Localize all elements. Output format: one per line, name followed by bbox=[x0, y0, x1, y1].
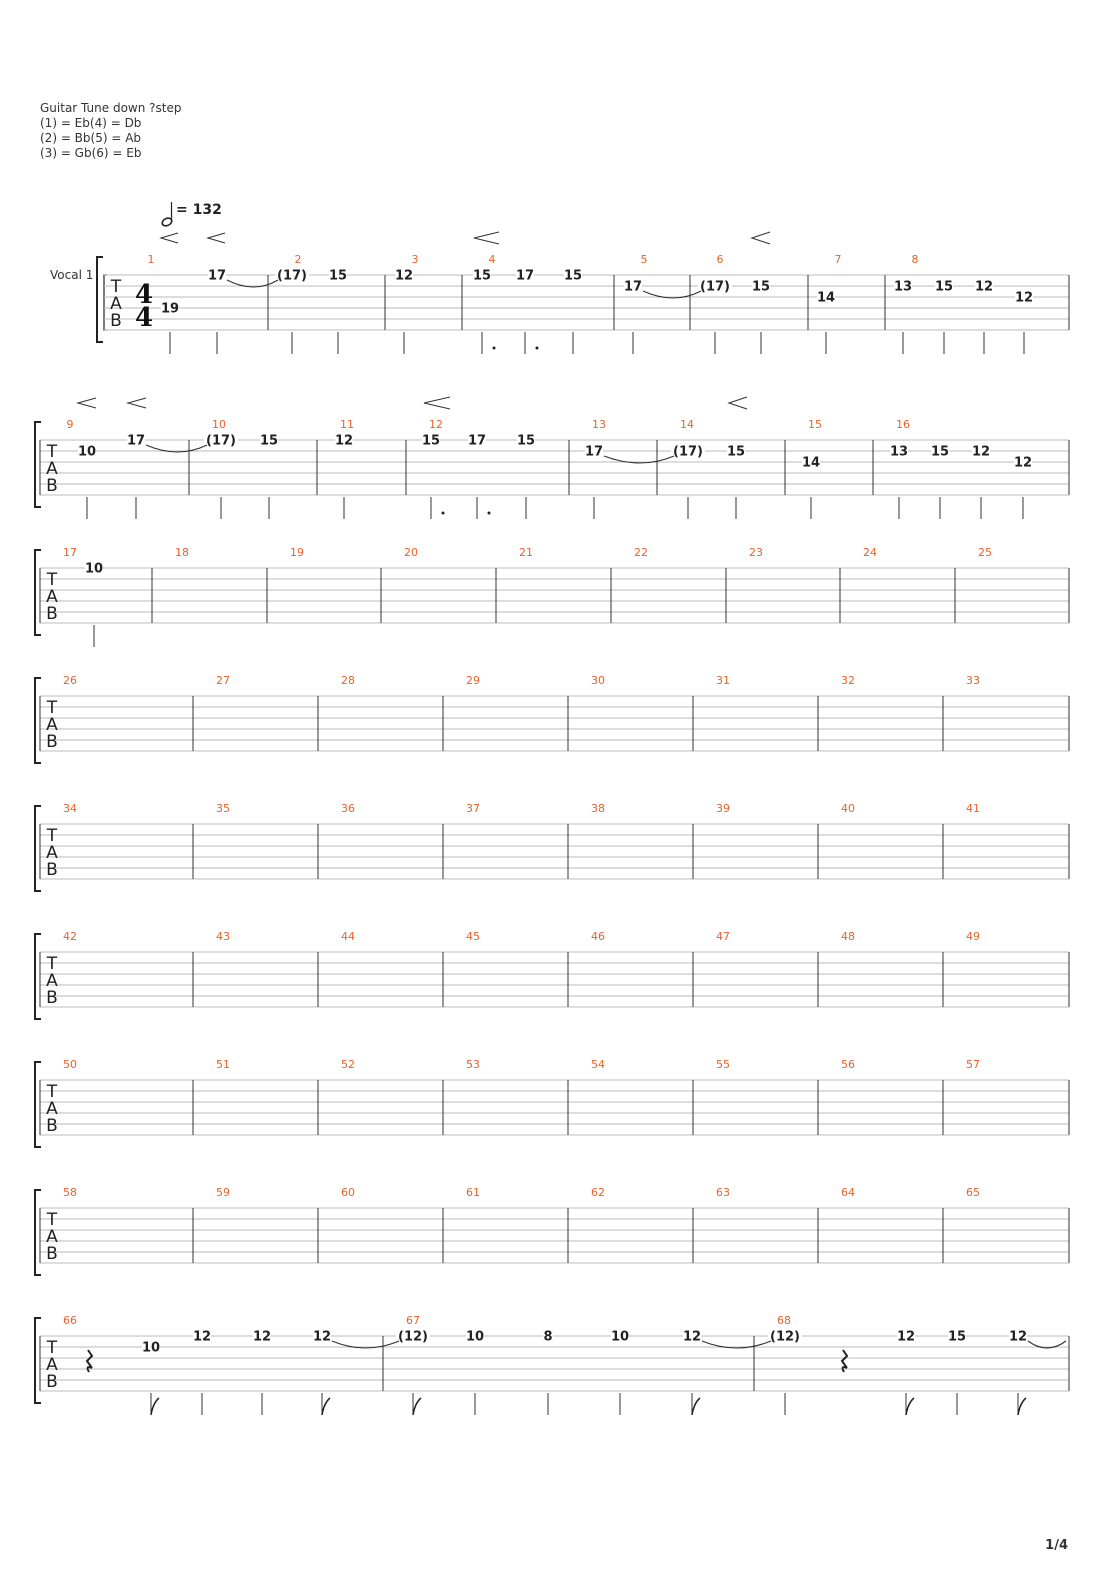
fret-number: 12 bbox=[394, 268, 414, 284]
measure-number: 49 bbox=[966, 930, 980, 943]
measure-number: 65 bbox=[966, 1186, 980, 1199]
staff-system bbox=[35, 418, 1069, 519]
tab-clef-letter: T bbox=[46, 698, 58, 718]
measure-number: 13 bbox=[592, 418, 606, 431]
measure-number: 63 bbox=[716, 1186, 730, 1199]
measure-number: 45 bbox=[466, 930, 480, 943]
measure-number: 60 bbox=[341, 1186, 355, 1199]
fret-number: 17 bbox=[584, 444, 604, 460]
measure-number: 21 bbox=[519, 546, 533, 559]
measure-number: 3 bbox=[411, 253, 419, 266]
measure-number: 14 bbox=[680, 418, 694, 431]
tab-clef-letter: T bbox=[46, 570, 58, 590]
measure-number: 57 bbox=[966, 1058, 980, 1071]
measure-number: 28 bbox=[341, 674, 355, 687]
measure-number: 22 bbox=[634, 546, 648, 559]
fret-number: 13 bbox=[893, 279, 913, 295]
fret-number: (17) bbox=[277, 268, 307, 284]
fret-number: 12 bbox=[1008, 1329, 1028, 1345]
fret-number: 12 bbox=[334, 433, 354, 449]
tab-clef-letter: T bbox=[46, 1082, 58, 1102]
tab-clef-letter: A bbox=[46, 843, 58, 863]
measure-number: 68 bbox=[777, 1314, 791, 1327]
measure-number: 42 bbox=[63, 930, 77, 943]
staff-system bbox=[35, 1186, 1069, 1275]
measure-number: 25 bbox=[978, 546, 992, 559]
tempo-marking bbox=[161, 202, 222, 227]
fret-number: 13 bbox=[889, 444, 909, 460]
measure-number: 48 bbox=[841, 930, 855, 943]
page-number: 1/4 bbox=[1045, 1538, 1068, 1553]
measure-number: 53 bbox=[466, 1058, 480, 1071]
measure-number: 39 bbox=[716, 802, 730, 815]
fret-number: 17 bbox=[467, 433, 487, 449]
measure-number: 6 bbox=[716, 253, 724, 266]
fret-number: (17) bbox=[206, 433, 236, 449]
measure-number: 55 bbox=[716, 1058, 730, 1071]
fret-number: 15 bbox=[563, 268, 583, 284]
eighth-flag bbox=[906, 1398, 914, 1415]
staff-system bbox=[35, 546, 1069, 647]
fret-number: 15 bbox=[421, 433, 441, 449]
fret-number: 12 bbox=[192, 1329, 212, 1345]
fret-number: 12 bbox=[971, 444, 991, 460]
measure-number: 16 bbox=[896, 418, 910, 431]
tab-clef-letter: B bbox=[46, 732, 58, 752]
measure-number: 8 bbox=[911, 253, 919, 266]
tab-clef-letter: T bbox=[46, 826, 58, 846]
fret-number: 15 bbox=[472, 268, 492, 284]
fret-number: 15 bbox=[751, 279, 771, 295]
fret-number: (12) bbox=[770, 1329, 800, 1345]
measure-number: 38 bbox=[591, 802, 605, 815]
measure-number: 15 bbox=[808, 418, 822, 431]
measure-number: 58 bbox=[63, 1186, 77, 1199]
measure-number: 29 bbox=[466, 674, 480, 687]
staccato-dot bbox=[488, 512, 491, 515]
eighth-flag bbox=[692, 1398, 700, 1415]
measure-number: 52 bbox=[341, 1058, 355, 1071]
measure-number: 5 bbox=[640, 253, 648, 266]
measure-number: 26 bbox=[63, 674, 77, 687]
track-bracket bbox=[104, 275, 107, 330]
measure-number: 24 bbox=[863, 546, 877, 559]
measure-number: 62 bbox=[591, 1186, 605, 1199]
measure-number: 30 bbox=[591, 674, 605, 687]
fret-number: 10 bbox=[141, 1340, 161, 1356]
fret-number: (17) bbox=[700, 279, 730, 295]
measure-number: 35 bbox=[216, 802, 230, 815]
measure-number: 12 bbox=[429, 418, 443, 431]
eighth-flag bbox=[151, 1398, 159, 1415]
fret-number: 10 bbox=[610, 1329, 630, 1345]
tab-clef-letter: T bbox=[46, 442, 58, 462]
measure-number: 32 bbox=[841, 674, 855, 687]
tab-clef-letter: A bbox=[46, 1227, 58, 1247]
fret-number: 15 bbox=[259, 433, 279, 449]
fret-number: 17 bbox=[515, 268, 535, 284]
fret-number: 12 bbox=[682, 1329, 702, 1345]
measure-number: 61 bbox=[466, 1186, 480, 1199]
eighth-flag bbox=[413, 1398, 421, 1415]
fret-number: 14 bbox=[801, 455, 821, 471]
time-signature-top: 4 bbox=[134, 280, 154, 310]
tab-clef-letter: A bbox=[46, 587, 58, 607]
measure-number: 19 bbox=[290, 546, 304, 559]
measure-number: 43 bbox=[216, 930, 230, 943]
staff-system bbox=[35, 1314, 1069, 1415]
tab-clef-letter: A bbox=[110, 294, 122, 314]
measure-number: 64 bbox=[841, 1186, 855, 1199]
fret-number: 8 bbox=[543, 1329, 553, 1345]
measure-number: 20 bbox=[404, 546, 418, 559]
eighth-flag bbox=[322, 1398, 330, 1415]
fret-number: 12 bbox=[1014, 290, 1034, 306]
fret-number: 10 bbox=[465, 1329, 485, 1345]
fret-number: 15 bbox=[516, 433, 536, 449]
staccato-dot bbox=[493, 347, 496, 350]
fret-number: 17 bbox=[623, 279, 643, 295]
fret-number: 12 bbox=[312, 1329, 332, 1345]
measure-number: 67 bbox=[406, 1314, 420, 1327]
fret-number: 19 bbox=[160, 301, 180, 317]
tab-clef-letter: T bbox=[110, 277, 122, 297]
time-signature-bottom: 4 bbox=[134, 303, 154, 333]
measure-number: 17 bbox=[63, 546, 77, 559]
fret-number: 17 bbox=[126, 433, 146, 449]
tab-clef-letter: B bbox=[46, 860, 58, 880]
fret-number: (12) bbox=[398, 1329, 428, 1345]
fret-number: 15 bbox=[726, 444, 746, 460]
measure-number: 33 bbox=[966, 674, 980, 687]
staff-system bbox=[97, 253, 1069, 354]
measure-number: 27 bbox=[216, 674, 230, 687]
track-name: Vocal 1 bbox=[50, 268, 94, 282]
measure-number: 37 bbox=[466, 802, 480, 815]
measure-number: 4 bbox=[488, 253, 496, 266]
measure-number: 7 bbox=[834, 253, 842, 266]
fret-number: 12 bbox=[252, 1329, 272, 1345]
tab-clef-letter: B bbox=[110, 311, 122, 331]
measure-number: 59 bbox=[216, 1186, 230, 1199]
measure-number: 9 bbox=[66, 418, 74, 431]
tuning-line: (1) = Eb(4) = Db bbox=[40, 116, 142, 130]
measure-number: 2 bbox=[294, 253, 302, 266]
fret-number: 17 bbox=[207, 268, 227, 284]
fret-number: 15 bbox=[930, 444, 950, 460]
tab-clef-letter: B bbox=[46, 988, 58, 1008]
staff-system bbox=[35, 802, 1069, 891]
fret-number: 15 bbox=[934, 279, 954, 295]
measure-number: 41 bbox=[966, 802, 980, 815]
measure-number: 31 bbox=[716, 674, 730, 687]
measure-number: 10 bbox=[212, 418, 226, 431]
fret-number: 14 bbox=[816, 290, 836, 306]
measure-number: 54 bbox=[591, 1058, 605, 1071]
fret-number: 10 bbox=[77, 444, 97, 460]
tempo-text: = 132 bbox=[176, 202, 222, 218]
measure-number: 11 bbox=[340, 418, 354, 431]
tuning-line: (3) = Gb(6) = Eb bbox=[40, 146, 142, 160]
measure-number: 36 bbox=[341, 802, 355, 815]
fret-number: 12 bbox=[974, 279, 994, 295]
fret-number: 15 bbox=[947, 1329, 967, 1345]
tab-clef-letter: B bbox=[46, 1116, 58, 1136]
fret-number: 15 bbox=[328, 268, 348, 284]
tab-clef-letter: T bbox=[46, 1210, 58, 1230]
tab-clef-letter: A bbox=[46, 1355, 58, 1375]
tab-clef-letter: B bbox=[46, 476, 58, 496]
measure-number: 44 bbox=[341, 930, 355, 943]
tab-clef-letter: A bbox=[46, 1099, 58, 1119]
staff-system bbox=[35, 1058, 1069, 1147]
staccato-dot bbox=[536, 347, 539, 350]
fret-number: (17) bbox=[673, 444, 703, 460]
staff-system bbox=[35, 674, 1069, 763]
fret-number: 12 bbox=[896, 1329, 916, 1345]
tab-clef-letter: A bbox=[46, 715, 58, 735]
measure-number: 18 bbox=[175, 546, 189, 559]
crescendo-hairpins bbox=[78, 232, 770, 409]
tab-clef-letter: T bbox=[46, 1338, 58, 1358]
measure-number: 46 bbox=[591, 930, 605, 943]
half-note-icon bbox=[161, 202, 173, 227]
measure-number: 47 bbox=[716, 930, 730, 943]
tab-clef-letter: B bbox=[46, 604, 58, 624]
measure-number: 56 bbox=[841, 1058, 855, 1071]
tab-clef-letter: B bbox=[46, 1244, 58, 1264]
tuning-line: (2) = Bb(5) = Ab bbox=[40, 131, 142, 145]
measure-number: 34 bbox=[63, 802, 77, 815]
measure-number: 40 bbox=[841, 802, 855, 815]
tab-clef-letter: T bbox=[46, 954, 58, 974]
fret-number: 12 bbox=[1013, 455, 1033, 471]
eighth-flag bbox=[1018, 1398, 1026, 1415]
measure-number: 50 bbox=[63, 1058, 77, 1071]
fret-number: 10 bbox=[84, 561, 104, 577]
tab-clef-letter: A bbox=[46, 459, 58, 479]
measure-number: 51 bbox=[216, 1058, 230, 1071]
staff-system bbox=[35, 930, 1069, 1019]
measure-number: 1 bbox=[147, 253, 155, 266]
measure-number: 23 bbox=[749, 546, 763, 559]
measure-number: 66 bbox=[63, 1314, 77, 1327]
tab-clef-letter: A bbox=[46, 971, 58, 991]
staff-systems bbox=[35, 253, 1069, 1415]
tuning-title: Guitar Tune down ?step bbox=[40, 101, 182, 115]
system-bracket bbox=[97, 257, 103, 342]
tab-clef-letter: B bbox=[46, 1372, 58, 1392]
staccato-dot bbox=[442, 512, 445, 515]
